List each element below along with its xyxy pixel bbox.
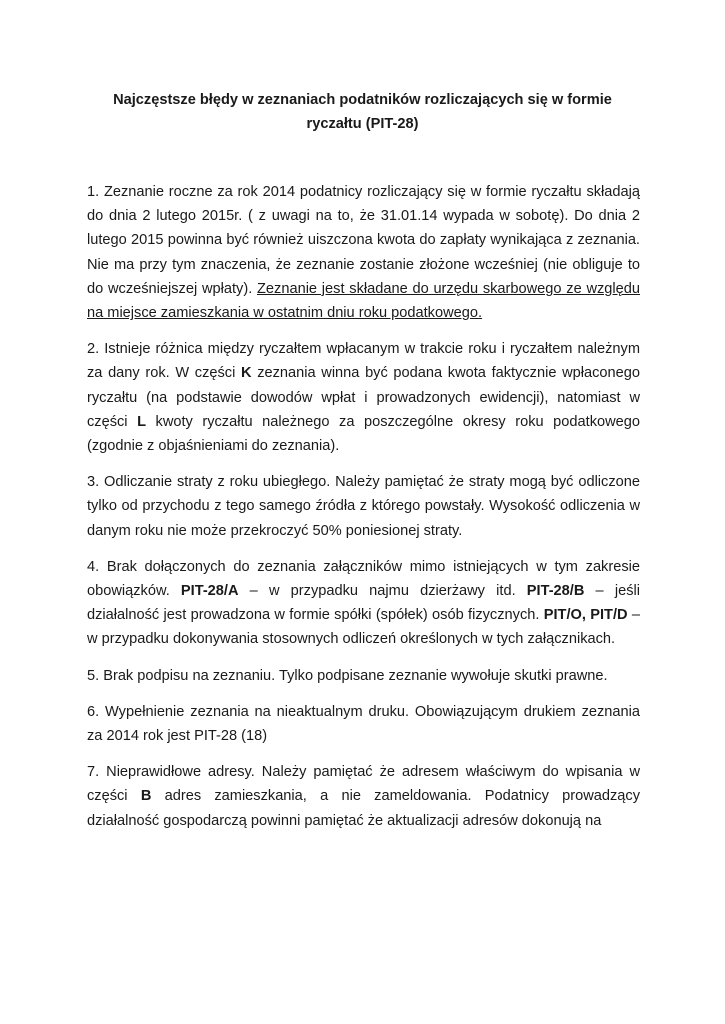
- bold-text: PIT/O, PIT/D: [543, 607, 628, 624]
- paragraph-text: 2. Istnieje różnica między ryczałtem wpłacanym w trakcie roku i ryczałtem należnym za dany rok. W części: [87, 341, 640, 382]
- bold-text: PIT-28/B: [526, 583, 585, 600]
- paragraph-text: kwoty ryczałtu należnego za poszczególne okresy roku podatkowego (zgodnie z objaśnieniami do zeznania).: [87, 413, 640, 455]
- paragraph-text: – jeśli działalność jest prowadzona w formie spółki (spółek) osób fizycznych.: [87, 583, 640, 624]
- paragraph-text: adres zamieszkania, a nie zameldowania. Podatnicy prowadzący działalność gospodarczą powinni pamiętać że aktualizacji adresów dokonują na: [87, 788, 640, 829]
- document-title: Najczęstsze błędy w zeznaniach podatników rozliczających się w formie ryczałtu (PIT-28): [113, 92, 612, 132]
- bold-text: B: [140, 788, 152, 805]
- bold-text: L: [137, 413, 146, 430]
- paragraph-text: 3. Odliczanie straty z roku ubiegłego. Należy pamiętać że straty mogą być odliczone tylko od przychodu z tego samego źródła z którego powstały. Wysokość odliczenia w danym roku nie może przekroczyć 50% poniesionej straty.: [87, 474, 640, 539]
- paragraph-5: [87, 664, 640, 688]
- paragraph-text: 1. Zeznanie roczne za rok 2014 podatnicy rozliczający się w formie ryczałtu składają do dnia 2 lutego 2015r. ( z uwagi na to, że 31.01.14 wypada w sobotę). Do dnia 2 lutego 2015 powinna być również uiszczona kwota do zapłaty wynikająca z zeznania. Nie ma przy tym znaczenia, że zeznanie zostanie złożone wcześniej (nie obliguje to do wcześniejszej wpłaty).: [87, 184, 640, 297]
- paragraph-text: 5. Brak podpisu na zeznaniu. Tylko podpisane zeznanie wywołuje skutki prawne.: [87, 667, 608, 684]
- paragraph-text: 4. Brak dołączonych do zeznania załączników mimo istniejących w tym zakresie obowiązków.: [87, 558, 640, 600]
- bold-text: K: [241, 365, 252, 382]
- paragraph-text: – w przypadku najmu dzierżawy itd.: [238, 583, 527, 600]
- paragraph-4: [87, 555, 640, 652]
- paragraph-3: [87, 470, 640, 543]
- paragraph-6: [87, 700, 640, 748]
- document-body: [87, 180, 640, 845]
- paragraph-2: [87, 337, 640, 458]
- paragraph-text: 7. Nieprawidłowe adresy. Należy pamiętać że adresem właściwym do wpisania w części: [87, 764, 640, 805]
- underlined-text: Zeznanie jest składane do urzędu skarbowego ze względu na miejsce zamieszkania w ostatnim dniu roku podatkowego.: [87, 280, 640, 322]
- paragraph-text: 6. Wypełnienie zeznania na nieaktualnym druku. Obowiązującym drukiem zeznania za 2014 rok jest PIT-28 (18): [87, 703, 640, 745]
- bold-text: PIT-28/A: [180, 583, 239, 600]
- paragraph-1: [87, 180, 640, 325]
- paragraph-text: zeznania winna być podana kwota faktycznie wpłaconego ryczałtu (na podstawie dowodów wpłat i prowadzonych ewidencji), natomiast w części: [87, 365, 641, 430]
- paragraph-text: – w przypadku dokonywania stosownych odliczeń określonych w tych załącznikach.: [87, 607, 640, 648]
- paragraph-7: [87, 760, 640, 833]
